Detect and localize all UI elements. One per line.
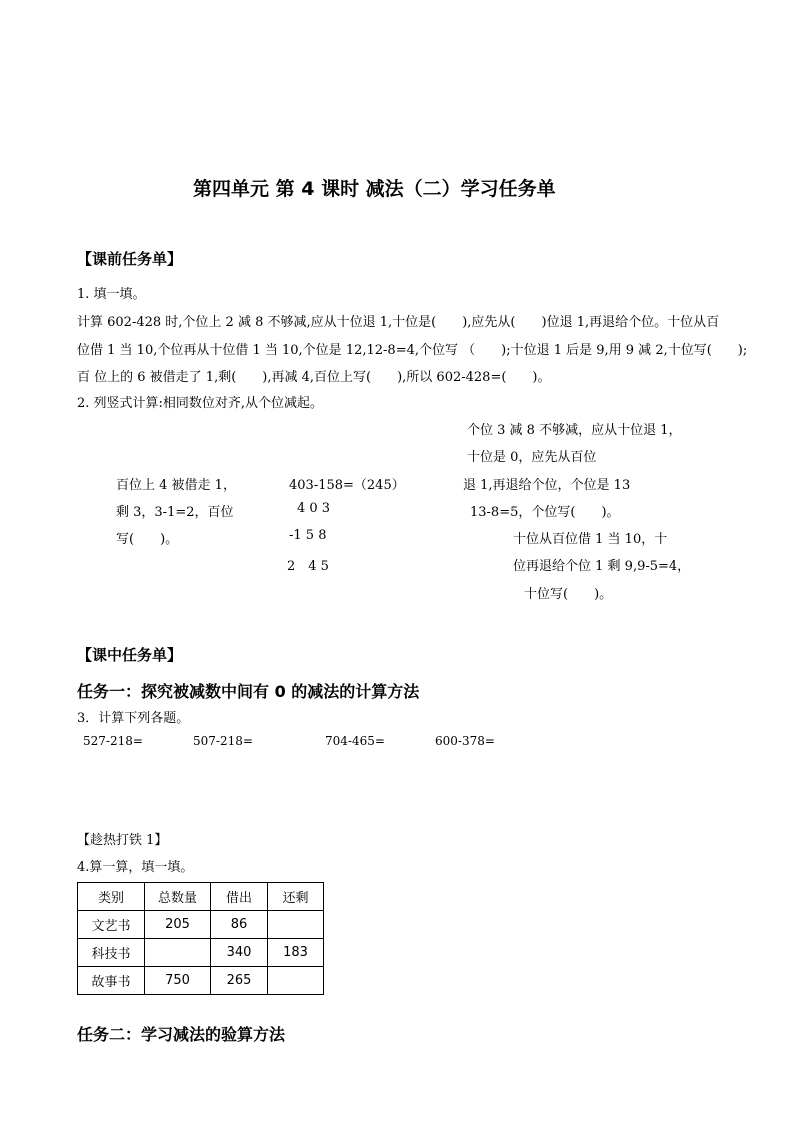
table-header-row — [78, 883, 324, 911]
table-cell: 183 — [268, 939, 324, 967]
task-two-title: 任务二：学习减法的验算方法 — [77, 1025, 286, 1044]
table-cell — [268, 967, 324, 995]
vertical-line-minuend: 4 0 3 — [297, 501, 331, 516]
vertical-line-subtrahend: -1 5 8 — [289, 528, 327, 543]
task-one-title: 任务一：探究被减数中间有 0 的减法的计算方法 — [77, 682, 420, 701]
q2-right-note-line: 十位写( )。 — [524, 587, 613, 602]
q3-problem: 600-378= — [435, 734, 495, 748]
in-class-header: 【课中任务单】 — [77, 646, 183, 664]
q2-left-note-line: 写( )。 — [116, 532, 179, 547]
q2-left-note-line: 百位上 4 被借走 1， — [116, 478, 236, 493]
q1-line-2: 位借 1 当 10,个位再从十位借 1 当 10,个位是 12,12-8=4,个位写 （ );十位退 1 后是 9,用 9 减 2,十位写( ); — [77, 343, 748, 358]
table-header-cell: 总数量 — [145, 883, 211, 911]
table-header-cell: 类别 — [78, 883, 145, 911]
table-cell: 265 — [211, 967, 268, 995]
table-header-cell: 还剩 — [268, 883, 324, 911]
q3-problem: 704-465= — [325, 734, 385, 748]
table-row — [78, 939, 324, 967]
table-cell: 205 — [145, 911, 211, 939]
q1-heading: 1. 填一填。 — [77, 287, 146, 302]
table-row — [78, 967, 324, 995]
table-cell — [268, 911, 324, 939]
table-cell: 故事书 — [78, 967, 145, 995]
q3-heading: 3．计算下列各题。 — [77, 711, 190, 726]
q2-right-note-line: 十位从百位借 1 当 10，十 — [513, 532, 668, 547]
table-cell — [145, 939, 211, 967]
q2-right-note-line: 退 1,再退给个位，个位是 13 — [463, 478, 631, 493]
q2-right-note-line: 个位 3 减 8 不够减，应从十位退 1， — [467, 423, 682, 438]
q1-line-3: 百 位上的 6 被借走了 1,剩( ),再减 4,百位上写( ),所以 602-428=( )。 — [77, 370, 551, 385]
q2-right-note-line: 十位是 0，应先从百位 — [467, 450, 597, 465]
page-title: 第四单元 第 4 课时 减法（二）学习任务单 — [193, 178, 556, 200]
pre-class-header: 【课前任务单】 — [77, 250, 183, 268]
table-cell: 文艺书 — [78, 911, 145, 939]
q4-heading: 4.算一算，填一填。 — [77, 860, 194, 875]
table-header-cell: 借出 — [211, 883, 268, 911]
table-cell: 86 — [211, 911, 268, 939]
q1-line-1: 计算 602-428 时,个位上 2 减 8 不够减,应从十位退 1,十位是( ),应先从( )位退 1,再退给个位。十位从百 — [77, 315, 720, 330]
table-cell: 科技书 — [78, 939, 145, 967]
table-cell: 750 — [145, 967, 211, 995]
q2-left-note-line: 剩 3，3-1=2，百位 — [116, 505, 234, 520]
q2-equation: 403-158=（245） — [289, 478, 405, 493]
vertical-line-result: 2 4 5 — [287, 559, 329, 574]
q2-right-note-line: 13-8=5，个位写( )。 — [470, 505, 620, 520]
book-table — [77, 882, 324, 995]
practice-header: 【趁热打铁 1】 — [77, 833, 168, 848]
table-cell: 340 — [211, 939, 268, 967]
q3-problem: 507-218= — [193, 734, 253, 748]
q3-problem: 527-218= — [83, 734, 143, 748]
table-row — [78, 911, 324, 939]
q2-heading: 2. 列竖式计算:相同数位对齐,从个位减起。 — [77, 396, 324, 411]
q2-right-note-line: 位再退给个位 1 剩 9,9-5=4， — [513, 559, 691, 574]
